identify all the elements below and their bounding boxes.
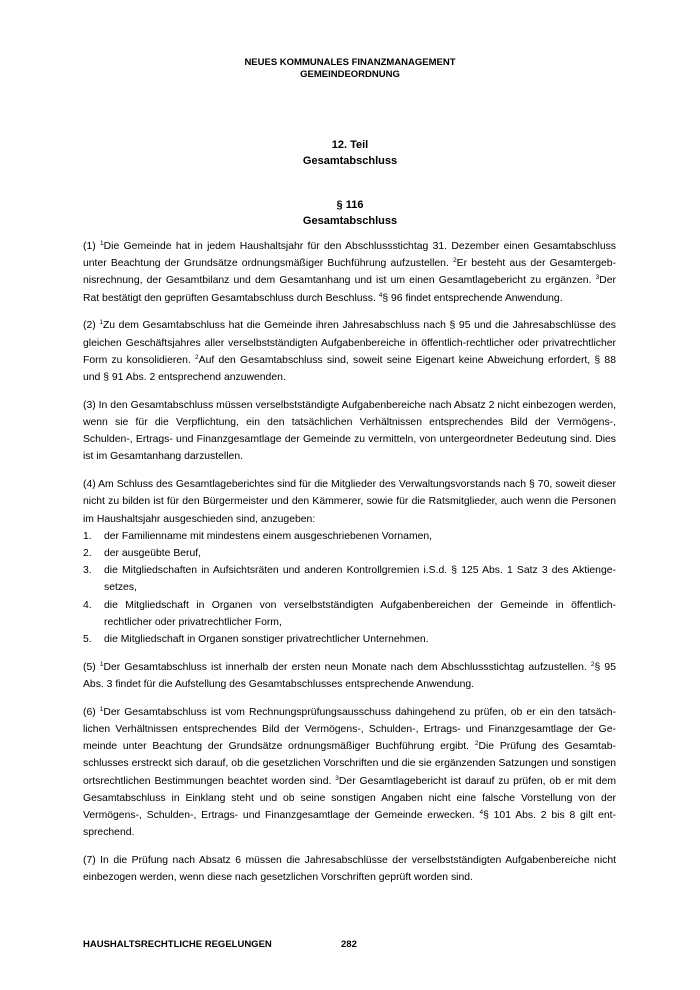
list-item-number: 5.	[83, 634, 92, 646]
sentence-number: 3	[335, 774, 339, 782]
sentence: § 101 Abs. 2 bis 8 gilt entsprechend.	[83, 810, 617, 839]
sentence: Die Gemeinde hat in jedem Haushaltsjahr für den Abschlussstichtag 31. Dezember einen Gesamtabschluss unter Beachtung der Grundsätze ordnungsmäßiger Buchführung aufzustellen.	[83, 241, 616, 270]
list-item	[83, 545, 616, 562]
part-title: Gesamtabschluss	[302, 155, 398, 167]
sentence: Zu dem Gesamtabschluss hat die Gemeinde ihren Jahresabschluss nach § 95 und die Jahresabschlüsse des gleichen Geschäftsjahres aller verselbstständigten Aufgabenbereiche in öffentlich-rechtlicher oder privatrechtlicher Form zu konsolidieren.	[83, 320, 616, 366]
list-item	[83, 597, 616, 631]
paragraph-2: (2) $^1$Zu dem Gesamtabschluss hat die Gemeinde ihren Jahresabschluss nach § 95 und die Jahresabschlüsse des gleichen Geschäftsjahres aller verselbstständigten Aufgabenbereiche in öffentlich-rechtlicher oder privatrechtlicher Form zu konsolidieren. $^2$Auf den Gesamtabschluss sind, soweit seine Eigenart keine Abweichung erfordert, § 88 und § 91 Abs. 2 entsprechend anzuwenden.	[83, 319, 616, 384]
list-item-text: die Mitgliedschaft in Organen von verselbstständigten Aufgabenbereichen der Gemeinde in öffentlich-rechtlicher oder privatrechtlicher Form,	[104, 599, 616, 628]
sentence: Er besteht aus der Gesamtergebnisrechnung, der Gesamtbilanz und dem Gesamtanhang und ist um einen Gesamtlagebericht zu ergänzen.	[83, 258, 616, 287]
sentence: Der Gesamtabschluss ist innerhalb der ersten neun Monate nach dem Abschlussstichtag aufzustellen.	[103, 661, 591, 673]
footer-label: HAUSHALTSRECHTLICHE REGELUNGEN	[83, 939, 272, 950]
paragraph-3: (3) In den Gesamtabschluss müssen verselbstständigte Aufgabenbereiche nach Absatz 2 nicht einbezogen werden, wenn sie für die Verpflichtung, ein den tatsächlichen Verhältnissen entsprechendes Bild der Vermögens-, Schulden-, Ertrags- und Finanzgesamtlage der Gemeinde zu vermitteln, von untergeordneter Bedeutung sind. Dies ist im Gesamtanhang darzustellen.	[83, 399, 616, 463]
sentence-number: 1	[100, 240, 104, 247]
sentence: Der Gesamtabschluss ist vom Rechnungsprüfungsausschuss dahingehend zu prüfen, ob er ein den tatsächlichen Verhältnissen entsprechendes Bild der Vermögens-, Schulden-, Ertrags- und Finanzgesamtlage der Gemeinde unter Beachtung der Grundsätze ordnungsmäßiger Buchführung ergibt.	[83, 706, 616, 753]
section-body	[83, 238, 616, 897]
part-heading	[0, 137, 700, 169]
section-heading	[0, 197, 700, 229]
paragraph-5: (5) $^1$Der Gesamtabschluss ist innerhalb der ersten neun Monate nach dem Abschlussstichtag aufzustellen. $^2$§ 95 Abs. 3 findet für die Aufstellung des Gesamtabschlusses entsprechende Anwendung.	[83, 660, 616, 691]
sentence: Auf den Gesamtabschluss sind, soweit seine Eigenart keine Abweichung erfordert, § 88 und § 91 Abs. 2 entsprechend anzuwenden.	[83, 354, 616, 384]
header-line-2: GEMEINDEORDNUNG	[300, 69, 400, 80]
paragraph-4-intro: (4) Am Schluss des Gesamtlageberichtes sind für die Mitglieder des Verwaltungsvorstands nach § 70, soweit dieser nicht zu bilden ist für den Bürgermeister und den Kämmerer, sowie für die Ratsmitglieder, auch wenn die Personen im Haushaltsjahr ausgeschieden sind, anzugeben:	[83, 479, 616, 525]
sentence: § 95 Abs. 3 findet für die Aufstellung des Gesamtabschlusses entsprechende Anwendung.	[83, 661, 616, 691]
list-item-text: die Mitgliedschaften in Aufsichtsräten und anderen Kontrollgremien i.S.d. § 125 Abs. 1 Satz 3 des Aktiengesetzes,	[104, 565, 616, 594]
sentence-number: 2	[195, 353, 199, 361]
list-item-number: 2.	[83, 548, 92, 560]
sentence-number: 4	[479, 809, 484, 817]
page-number: 282	[341, 939, 357, 950]
sentence-number: 1	[99, 660, 104, 668]
sentence-number: 2	[453, 257, 457, 265]
list-item-number: 4.	[83, 599, 92, 611]
paragraph-1: (1) $^1$Die Gemeinde hat in jedem Haushaltsjahr für den Abschlussstichtag 31. Dezember einen Gesamtabschluss unter Beachtung der Grundsätze ordnungsmäßiger Buchführung aufzustellen. $^2$Er besteht aus der Gesamtergebnisrechnung, der Gesamtbilanz und dem Gesamtanhang und ist um einen Gesamtlagebericht zu ergänzen. $^3$Der Rat bestätigt den geprüften Gesamtabschluss durch Beschluss. $^4$§ 96 findet entsprechende Anwendung.	[83, 240, 616, 304]
sentence-number: 1	[99, 319, 103, 327]
list-item-text: der Familienname mit mindestens einem ausgeschriebenen Vornamen,	[104, 530, 433, 542]
enumeration-list	[83, 528, 616, 648]
list-item-number: 3.	[83, 565, 92, 577]
list-item	[83, 631, 616, 648]
list-item	[83, 562, 616, 596]
paragraph-7: (7) In die Prüfung nach Absatz 6 müssen die Jahresabschlüsse der verselbstständigten Aufgabenbereiche nicht einbezogen werden, wenn diese nach gesetzlichen Vorschriften geprüft worden sind.	[83, 855, 616, 884]
section-number: § 116	[336, 199, 364, 211]
list-item	[83, 528, 616, 545]
sentence-number: 3	[595, 274, 600, 282]
sentence: Der Rat bestätigt den geprüften Gesamtabschluss durch Beschluss.	[83, 275, 616, 304]
list-item-text: die Mitgliedschaft in Organen sonstiger privatrechtlicher Unternehmen.	[104, 634, 429, 646]
part-number: 12. Teil	[331, 139, 369, 151]
sentence-number: 4	[378, 291, 383, 299]
sentence-number: 2	[474, 740, 479, 748]
sentence: Der Gesamtlagebericht ist darauf zu prüfen, ob er mit dem Gesamtabschluss in Einklang steht und ob seine sonstigen Angaben nicht eine falsche Vorstellung von der Vermögens-, Schulden-, Ertrags- und Finanzgesamtlage der Gemeinde erwecken.	[83, 775, 616, 822]
sentence-number: 1	[99, 705, 104, 713]
section-title: Gesamtabschluss	[302, 215, 398, 227]
list-item-text: der ausgeübte Beruf,	[104, 548, 202, 560]
header-line-1: NEUES KOMMUNALES FINANZMANAGEMENT	[244, 57, 456, 68]
paragraph-6: (6) $^1$Der Gesamtabschluss ist vom Rechnungsprüfungsausschuss dahingehend zu prüfen, ob er ein den tatsächlichen Verhältnissen entsprechendes Bild der Vermögens-, Schulden-, Ertrags- und Finanzgesamtlage der Gemeinde unter Beachtung der Grundsätze ordnungsmäßiger Buchführung ergibt. $^2$Die Prüfung des Gesamtabschlusses erstreckt sich darauf, ob die gesetzlichen Vorschriften und die sie ergänzenden Satzungen und sonstigen ortsrechtlichen Bestimmungen beachtet worden sind. $^3$Der Gesamtlagebericht ist darauf zu prüfen, ob er mit dem Gesamtabschluss in Einklang steht und ob seine sonstigen Angaben nicht eine falsche Vorstellung von der Vermögens-, Schulden-, Ertrags- und Finanzgesamtlage der Gemeinde erwecken. $^4$§ 101 Abs. 2 bis 8 gilt entsprechend.	[83, 705, 617, 839]
paragraph-4	[83, 476, 616, 648]
sentence: Die Prüfung des Gesamtabschlusses erstreckt sich darauf, ob die gesetzlichen Vorschriften und die sie ergänzenden Satzungen und sonstigen ortsrechtlichen Bestimmungen beachtet worden sind.	[83, 741, 616, 787]
running-header	[0, 57, 700, 81]
sentence-number: 2	[590, 660, 595, 668]
sentence: § 96 findet entsprechende Anwendung.	[382, 292, 563, 304]
list-item-number: 1.	[83, 530, 92, 542]
